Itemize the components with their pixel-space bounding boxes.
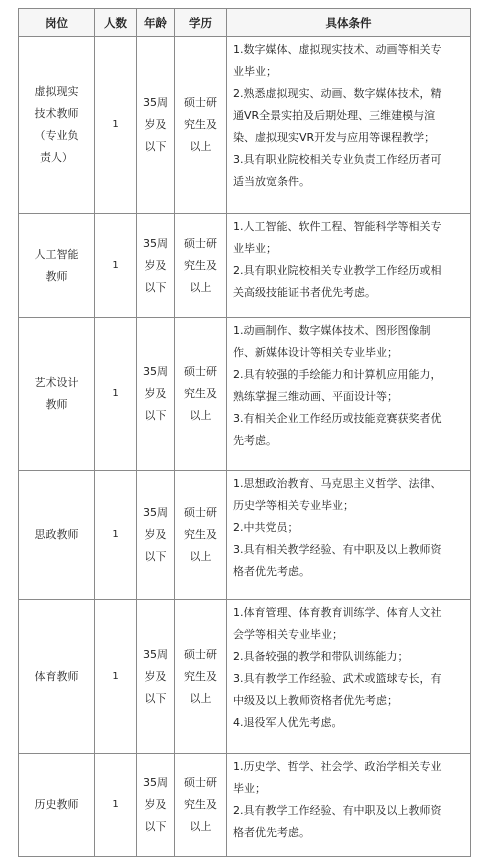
table-row bbox=[19, 600, 471, 754]
condition-line: 2.具有较强的手绘能力和计算机应用能力， bbox=[233, 368, 442, 381]
condition-line: 4.退役军人优先考虑。 bbox=[233, 716, 343, 729]
education-line: 硕士研 bbox=[184, 236, 217, 250]
condition-line: 熟练掌握三维动画、平面设计等； bbox=[233, 390, 398, 403]
education-line: 硕士研 bbox=[184, 776, 217, 789]
education-line: 以上 bbox=[189, 550, 212, 563]
position-line: 体育教师 bbox=[34, 669, 79, 683]
age-line: 以下 bbox=[144, 280, 167, 294]
conditions-cell bbox=[227, 318, 471, 471]
age-line: 岁及 bbox=[144, 528, 167, 541]
table-row bbox=[19, 37, 471, 214]
position-line: 责人） bbox=[40, 151, 73, 164]
count-cell: 1 bbox=[95, 37, 137, 214]
position-cell bbox=[19, 754, 95, 857]
position-line: 思政教师 bbox=[34, 528, 79, 541]
age-cell bbox=[137, 471, 175, 600]
age-cell bbox=[137, 37, 175, 214]
table-row bbox=[19, 471, 471, 600]
condition-line: 3.有相关企业工作经历或技能竞赛获奖者优 bbox=[233, 412, 442, 425]
age-line: 以下 bbox=[144, 691, 167, 705]
condition-line: 2.具备较强的教学和带队训练能力； bbox=[233, 650, 409, 663]
position-line: 虚拟现实 bbox=[34, 85, 79, 98]
condition-line: 毕业； bbox=[233, 782, 266, 795]
education-line: 究生及 bbox=[184, 528, 217, 541]
count-cell: 1 bbox=[95, 754, 137, 857]
education-line: 以上 bbox=[189, 280, 212, 294]
position-line: 艺术设计 bbox=[34, 376, 79, 389]
header-count: 人数 bbox=[95, 9, 137, 37]
condition-line: 2.具有教学工作经验、有中职及以上教师资 bbox=[233, 804, 442, 817]
header-position: 岗位 bbox=[19, 9, 95, 37]
education-cell bbox=[175, 471, 227, 600]
count-cell: 1 bbox=[95, 471, 137, 600]
education-cell bbox=[175, 318, 227, 471]
education-line: 硕士研 bbox=[184, 647, 217, 661]
age-cell bbox=[137, 214, 175, 318]
position-line: 教师 bbox=[45, 398, 68, 411]
education-line: 以上 bbox=[189, 409, 212, 422]
age-line: 35周 bbox=[143, 647, 168, 661]
education-line: 以上 bbox=[189, 820, 212, 833]
education-line: 硕士研 bbox=[184, 365, 217, 378]
education-line: 究生及 bbox=[184, 798, 217, 811]
header-conditions: 具体条件 bbox=[227, 9, 471, 37]
conditions-cell bbox=[227, 600, 471, 754]
education-cell bbox=[175, 214, 227, 318]
age-line: 岁及 bbox=[144, 798, 167, 811]
condition-line: 2.具有职业院校相关专业教学工作经历或相 bbox=[233, 264, 442, 277]
condition-line: 先考虑。 bbox=[233, 434, 277, 447]
condition-line: 会学等相关专业毕业； bbox=[233, 628, 343, 641]
position-line: 人工智能 bbox=[34, 247, 79, 261]
education-line: 以上 bbox=[189, 140, 212, 153]
condition-line: 格者优先考虑。 bbox=[233, 826, 310, 839]
age-line: 35周 bbox=[143, 506, 168, 519]
age-line: 以下 bbox=[144, 820, 167, 833]
count-cell: 1 bbox=[95, 318, 137, 471]
conditions-cell bbox=[227, 471, 471, 600]
education-line: 硕士研 bbox=[184, 506, 217, 519]
conditions-cell bbox=[227, 754, 471, 857]
age-line: 岁及 bbox=[144, 118, 167, 131]
header-education: 学历 bbox=[175, 9, 227, 37]
age-line: 以下 bbox=[144, 140, 167, 153]
recruitment-table bbox=[18, 8, 471, 857]
age-line: 岁及 bbox=[144, 669, 167, 683]
age-line: 岁及 bbox=[144, 387, 167, 400]
position-cell bbox=[19, 214, 95, 318]
condition-line: 1.数字媒体、虚拟现实技术、动画等相关专 bbox=[233, 43, 442, 56]
education-cell bbox=[175, 37, 227, 214]
education-line: 究生及 bbox=[184, 118, 217, 131]
age-line: 岁及 bbox=[144, 258, 167, 272]
condition-line: 1.体育管理、体育教育训练学、体育人文社 bbox=[233, 606, 442, 619]
age-line: 35周 bbox=[143, 96, 168, 109]
education-cell bbox=[175, 754, 227, 857]
age-line: 35周 bbox=[143, 776, 168, 789]
condition-line: 业毕业； bbox=[233, 242, 277, 255]
condition-line: 1.思想政治教育、马克思主义哲学、法律、 bbox=[233, 477, 442, 490]
age-cell bbox=[137, 754, 175, 857]
education-line: 以上 bbox=[189, 691, 212, 705]
education-line: 究生及 bbox=[184, 258, 217, 272]
count-cell: 1 bbox=[95, 214, 137, 318]
position-line: 教师 bbox=[45, 269, 68, 283]
condition-line: 1.动画制作、数字媒体技术、图形图像制 bbox=[233, 324, 431, 337]
position-cell bbox=[19, 600, 95, 754]
condition-line: 历史学等相关专业毕业； bbox=[233, 499, 354, 512]
age-line: 以下 bbox=[144, 409, 167, 422]
position-cell bbox=[19, 318, 95, 471]
age-line: 35周 bbox=[143, 236, 168, 250]
position-cell bbox=[19, 37, 95, 214]
condition-line: 关高级技能证书者优先考虑。 bbox=[233, 286, 376, 299]
conditions-cell bbox=[227, 37, 471, 214]
header-row bbox=[19, 9, 471, 37]
position-line: 技术教师 bbox=[34, 107, 79, 120]
conditions-cell bbox=[227, 214, 471, 318]
education-line: 究生及 bbox=[184, 669, 217, 683]
education-cell bbox=[175, 600, 227, 754]
education-line: 硕士研 bbox=[184, 96, 217, 109]
condition-line: 染、虚拟现实VR开发与应用等课程教学； bbox=[233, 131, 436, 144]
condition-line: 3.具有职业院校相关专业负责工作经历者可 bbox=[233, 153, 442, 166]
condition-line: 2.中共党员； bbox=[233, 521, 299, 534]
condition-line: 作、新媒体设计等相关专业毕业； bbox=[233, 346, 398, 359]
table-row bbox=[19, 214, 471, 318]
condition-line: 2.熟悉虚拟现实、动画、数字媒体技术，精 bbox=[233, 87, 442, 100]
position-line: （专业负 bbox=[34, 129, 79, 142]
condition-line: 3.具有相关教学经验、有中职及以上教师资 bbox=[233, 543, 442, 556]
condition-line: 中级及以上教师资格者优先考虑； bbox=[233, 694, 398, 707]
condition-line: 1.历史学、哲学、社会学、政治学相关专业 bbox=[233, 760, 442, 773]
count-cell: 1 bbox=[95, 600, 137, 754]
position-line: 历史教师 bbox=[34, 798, 79, 811]
condition-line: 格者优先考虑。 bbox=[233, 565, 310, 578]
age-cell bbox=[137, 600, 175, 754]
condition-line: 适当放宽条件。 bbox=[233, 175, 310, 188]
table-row bbox=[19, 754, 471, 857]
age-line: 35周 bbox=[143, 365, 168, 378]
condition-line: 通VR全景实拍及后期处理、三维建模与渲 bbox=[233, 109, 436, 122]
age-cell bbox=[137, 318, 175, 471]
header-age: 年龄 bbox=[137, 9, 175, 37]
position-cell bbox=[19, 471, 95, 600]
condition-line: 业毕业； bbox=[233, 65, 277, 78]
age-line: 以下 bbox=[144, 550, 167, 563]
condition-line: 3.具有教学工作经验、武术或篮球专长，有 bbox=[233, 672, 442, 685]
table-row bbox=[19, 318, 471, 471]
education-line: 究生及 bbox=[184, 387, 217, 400]
condition-line: 1.人工智能、软件工程、智能科学等相关专 bbox=[233, 220, 442, 233]
